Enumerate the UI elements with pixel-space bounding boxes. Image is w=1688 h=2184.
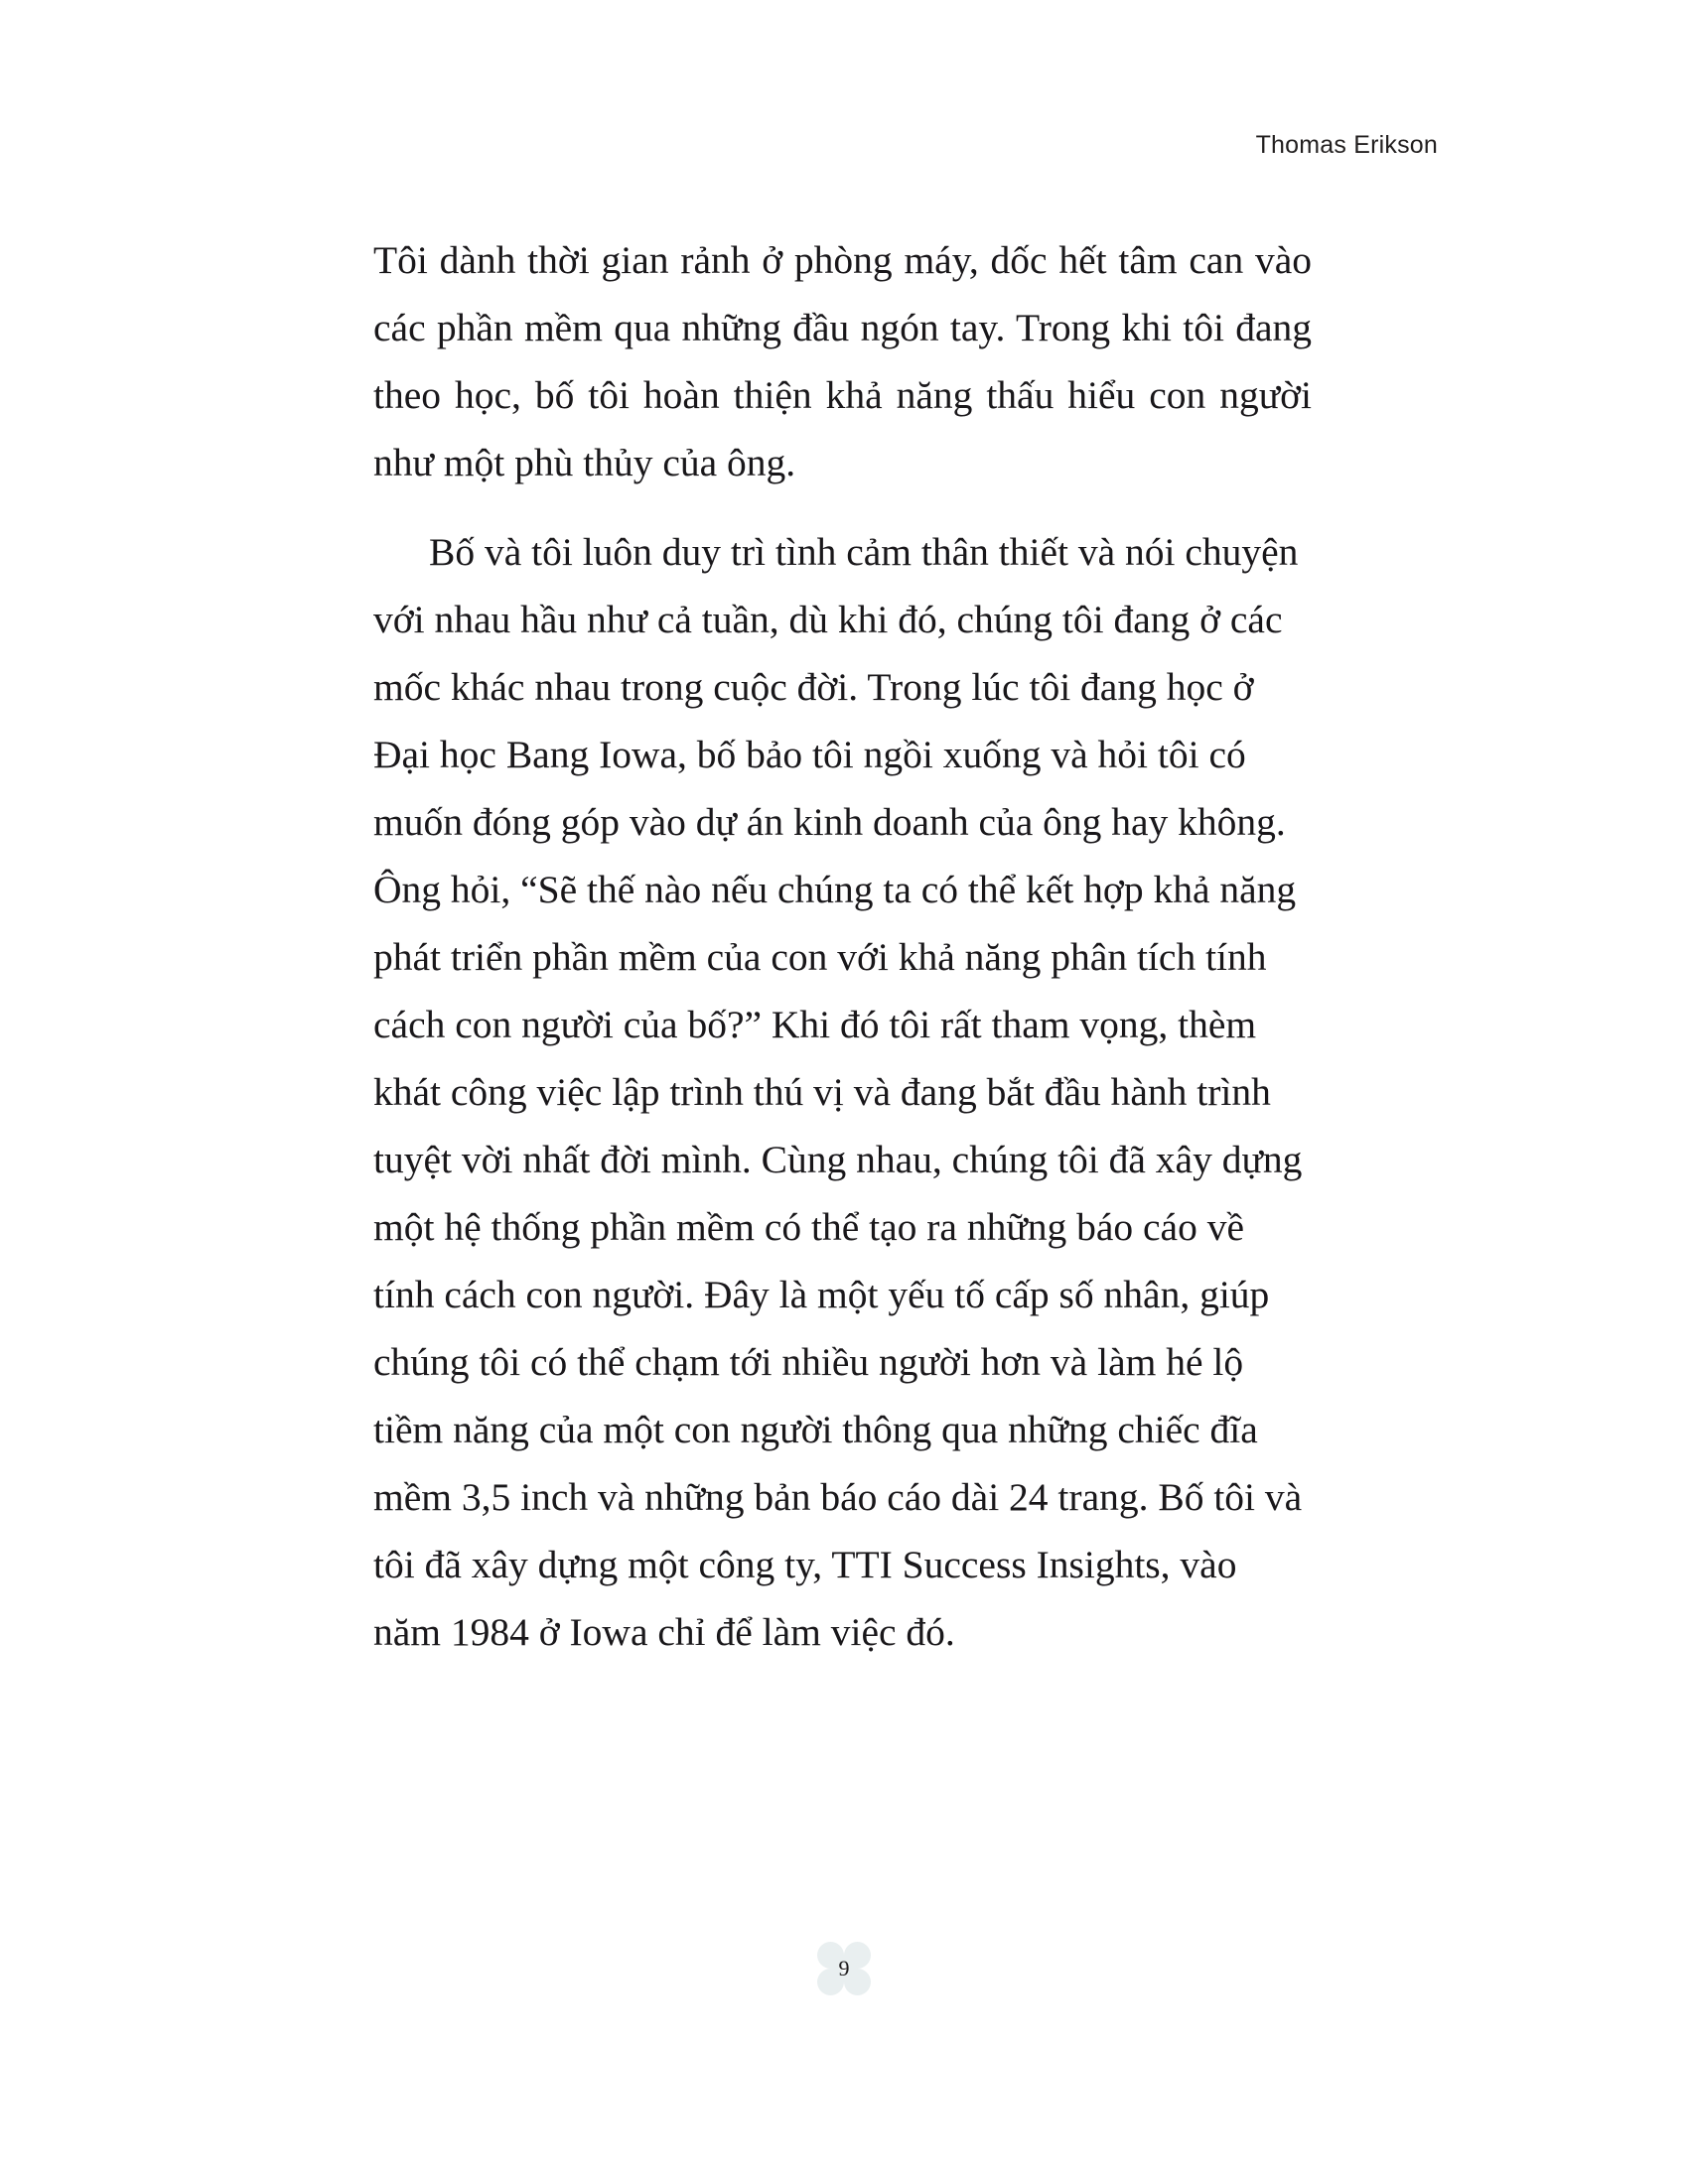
running-head-author: Thomas Erikson	[1255, 131, 1438, 159]
paragraph: Bố và tôi luôn duy trì tình cảm thân thiết và nói chuyện với nhau hầu như cả tuần, dù khi đó, chúng tôi đang ở các mốc khác nhau trong cuộc đời. Trong lúc tôi đang học ở Đại học Bang Iowa, bố bảo tôi ngồi xuống và hỏi tôi có muốn đóng góp vào dự án kinh doanh của ông hay không. Ông hỏi, “Sẽ thế nào nếu chúng ta có thể kết hợp khả năng phát triển phần mềm của con với khả năng phân tích tính cách con người của bố?” Khi đó tôi rất tham vọng, thèm khát công việc lập trình thú vị và đang bắt đầu hành trình tuyệt vời nhất đời mình. Cùng nhau, chúng tôi đã xây dựng một hệ thống phần mềm có thể tạo ra những báo cáo về tính cách con người. Đây là một yếu tố cấp số nhân, giúp chúng tôi có thể chạm tới nhiều người hơn và làm hé lộ tiềm năng của một con người thông qua những chiếc đĩa mềm 3,5 inch và những bản báo cáo dài 24 trang. Bố tôi và tôi đã xây dựng một công ty, TTI Success Insights, vào năm 1984 ở Iowa chỉ để làm việc đó.	[373, 530, 1303, 1654]
paragraph: Tôi dành thời gian rảnh ở phòng máy, dốc hết tâm can vào các phần mềm qua những đầu ngón tay. Trong khi tôi đang theo học, bố tôi hoàn thiện khả năng thấu hiểu con người như một phù thủy của ông.	[373, 238, 1312, 484]
page-number-ornament	[813, 1938, 875, 1999]
page-body-text	[373, 226, 1312, 1666]
page-number: 9	[838, 1956, 850, 1980]
page-number-area	[0, 1938, 1688, 1999]
